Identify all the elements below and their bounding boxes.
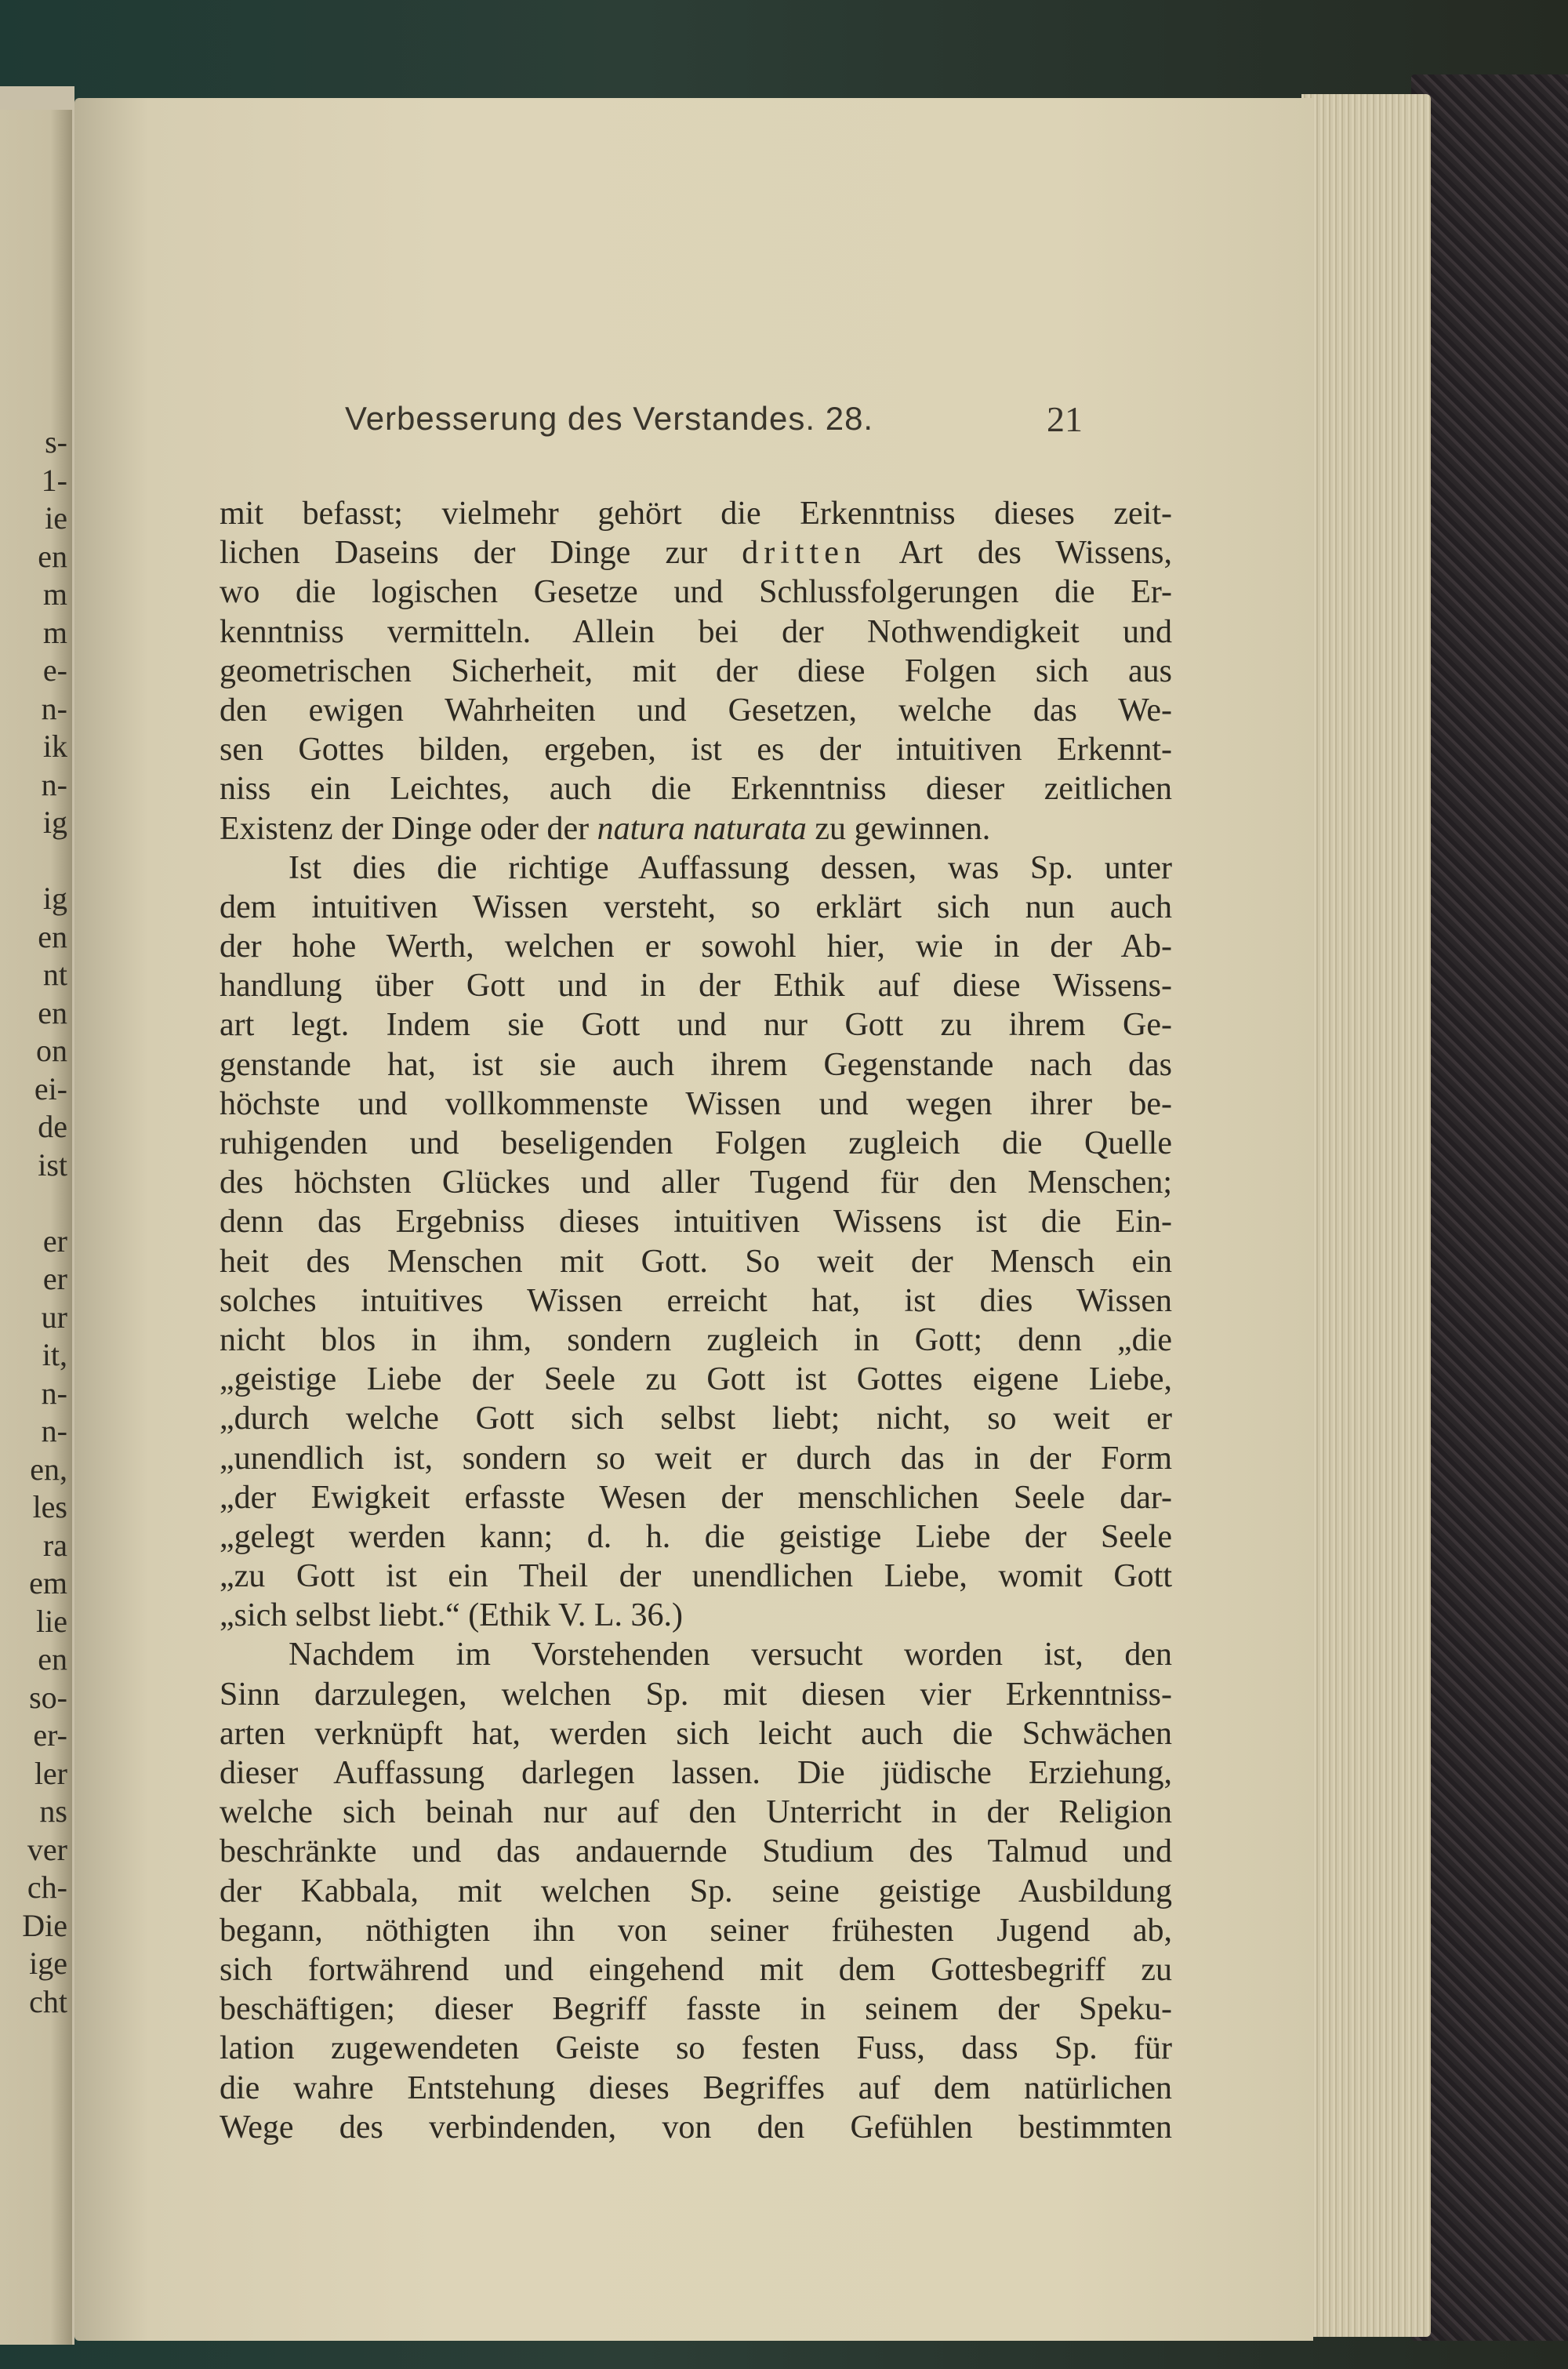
text-line: „zu Gott ist ein Theil der unendlichen Liebe, womit Gott — [220, 1558, 1172, 1595]
previous-page-fragment: e- — [42, 652, 67, 688]
text-line: Ist dies die richtige Auffassung dessen, was Sp. unter — [289, 849, 1172, 886]
body-text — [220, 494, 1172, 2147]
previous-page-fragment: er — [42, 1223, 67, 1259]
text-line: höchste und vollkommenste Wissen und wegen ihrer be- — [220, 1085, 1172, 1122]
previous-page-fragment: nt — [42, 957, 67, 992]
text-line: „unendlich ist, sondern so weit er durch das in der Form — [220, 1440, 1172, 1477]
previous-page-fragment: ver — [27, 1831, 67, 1867]
previous-page-fragment: en — [38, 1641, 67, 1677]
text-line: des höchsten Glückes und aller Tugend für den Menschen; — [220, 1165, 1172, 1201]
previous-page-fragment: em — [29, 1565, 67, 1601]
previous-page-fragment: ik — [42, 729, 67, 764]
text-line: sen Gottes bilden, ergeben, ist es der intuitiven Erkennt- — [220, 732, 1172, 768]
previous-page-fragment: de — [38, 1109, 67, 1144]
previous-page-fragment: n- — [41, 1413, 67, 1448]
text-line: welche sich beinah nur auf den Unterricht in der Religion — [220, 1794, 1172, 1831]
text-line: begann, nöthigten ihn von seiner frühesten Jugend ab, — [220, 1912, 1172, 1949]
previous-page-fragment: lie — [36, 1603, 67, 1639]
text-line: beschäftigen; dieser Begriff fasste in seinem der Speku- — [220, 1991, 1172, 2028]
text-line: der hohe Werth, welchen er sowohl hier, wie in der Ab- — [220, 928, 1172, 965]
text-line: solches intuitives Wissen erreicht hat, ist dies Wissen — [220, 1282, 1172, 1319]
previous-page-fragment: ch- — [27, 1869, 67, 1905]
previous-page-fragment: ig — [42, 805, 67, 840]
book-page — [74, 98, 1313, 2341]
previous-page-fragment: ns — [39, 1793, 67, 1829]
running-head-title: Verbesserung des Verstandes. 28. — [345, 400, 874, 437]
text-line: den ewigen Wahrheiten und Gesetzen, welche das We- — [220, 692, 1172, 729]
text-line: „durch welche Gott sich selbst liebt; nicht, so weit er — [220, 1401, 1172, 1437]
previous-page-fragment: m — [42, 614, 67, 650]
previous-page-fragment: ie — [45, 500, 67, 536]
text-line: geometrischen Sicherheit, mit der diese Folgen sich aus — [220, 652, 1172, 689]
previous-page-fragment: ig — [42, 881, 67, 916]
text-line: mit befasst; vielmehr gehört die Erkenntniss dieses zeit- — [220, 496, 1172, 532]
previous-page-fragment: ler — [34, 1755, 67, 1791]
spaced-emphasis: dritten — [742, 535, 866, 572]
text-line: nicht blos in ihm, sondern zugleich in Gott; denn „die — [220, 1321, 1172, 1358]
text-line: kenntniss vermitteln. Allein bei der Nothwendigkeit und — [220, 613, 1172, 650]
text-line: lichen Daseins der Dinge zur dritten Art des Wissens, — [220, 535, 1172, 572]
previous-page-fragment: ei- — [34, 1070, 67, 1106]
previous-page-fragment: m — [42, 576, 67, 612]
previous-page-fragment: ige — [29, 1946, 67, 1981]
text-line: Nachdem im Vorstehenden versucht worden ist, den — [289, 1637, 1172, 1673]
page-number: 21 — [1047, 399, 1083, 439]
italic-term: natura naturata — [597, 810, 807, 847]
previous-page-fragment: n- — [41, 1375, 67, 1411]
text-line: art legt. Indem sie Gott und nur Gott zu ihrem Ge- — [220, 1007, 1172, 1044]
previous-page-fragment: cht — [29, 1983, 67, 2019]
text-line: „gelegt werden kann; d. h. die geistige Liebe der Seele — [220, 1518, 1172, 1555]
previous-page-fragment: on — [36, 1033, 67, 1068]
previous-page-fragment: ist — [38, 1146, 67, 1183]
previous-page-edge — [0, 110, 72, 2345]
previous-page-fragment: ra — [42, 1527, 67, 1563]
previous-page-fragment: n- — [41, 766, 67, 802]
text-line: lation zugewendeten Geiste so festen Fuss, dass Sp. für — [220, 2030, 1172, 2067]
previous-page-fragment: s- — [45, 424, 67, 460]
text-line: heit des Menschen mit Gott. So weit der Mensch ein — [220, 1243, 1172, 1280]
text-line: „sich selbst liebt.“ (Ethik V. L. 36.) — [220, 1597, 684, 1634]
text-line: die wahre Entstehung dieses Begriffes auf dem natürlichen — [220, 2069, 1172, 2106]
previous-page-fragment: Die — [22, 1907, 67, 1943]
previous-page-fragment: er- — [33, 1717, 67, 1753]
previous-page-fragment: ur — [41, 1299, 67, 1335]
previous-page-fragment: les — [32, 1489, 67, 1524]
text-line: dieser Auffassung darlegen lassen. Die jüdische Erziehung, — [220, 1755, 1172, 1791]
text-line: „geistige Liebe der Seele zu Gott ist Gottes eigene Liebe, — [220, 1361, 1172, 1398]
text-line: beschränkte und das andauernde Studium des Talmud und — [220, 1833, 1172, 1870]
text-line: handlung über Gott und in der Ethik auf diese Wissens- — [220, 968, 1172, 1005]
text-line: wo die logischen Gesetze und Schlussfolgerungen die Er- — [220, 574, 1172, 611]
book-cover — [1411, 74, 1568, 2341]
previous-page-fragment: so- — [29, 1679, 67, 1715]
text-line: Sinn darzulegen, welchen Sp. mit diesen vier Erkenntniss- — [220, 1676, 1172, 1713]
text-line: Existenz der Dinge oder der natura naturata zu gewinnen. — [220, 810, 991, 847]
previous-page-fragment: it, — [42, 1337, 67, 1372]
previous-page-fragment: en — [38, 538, 67, 574]
page-edges — [1301, 94, 1431, 2337]
text-line: denn das Ergebniss dieses intuitiven Wissens ist die Ein- — [220, 1204, 1172, 1241]
text-line: „der Ewigkeit erfasste Wesen der menschlichen Seele dar- — [220, 1479, 1172, 1516]
text-line: arten verknüpft hat, werden sich leicht auch die Schwächen — [220, 1715, 1172, 1752]
previous-page-fragment: n- — [41, 690, 67, 726]
previous-page-fragment: en — [38, 994, 67, 1030]
text-line: sich fortwährend und eingehend mit dem Gottesbegriff zu — [220, 1951, 1172, 1988]
text-line: dem intuitiven Wissen versteht, so erklärt sich nun auch — [220, 888, 1172, 925]
text-line: genstande hat, ist sie auch ihrem Gegenstande nach das — [220, 1046, 1172, 1083]
text-line: ruhigenden und beseligenden Folgen zugleich die Quelle — [220, 1125, 1172, 1161]
text-line: Wege des verbindenden, von den Gefühlen bestimmten — [220, 2109, 1172, 2146]
previous-page-fragment: 1- — [41, 462, 67, 498]
text-line: niss ein Leichtes, auch die Erkenntniss dieser zeitlichen — [220, 771, 1172, 808]
previous-page-fragment: en — [38, 918, 67, 954]
text-line: der Kabbala, mit welchen Sp. seine geistige Ausbildung — [220, 1873, 1172, 1909]
previous-page-fragment: en, — [30, 1451, 67, 1487]
previous-page-fragment: er — [42, 1261, 67, 1296]
